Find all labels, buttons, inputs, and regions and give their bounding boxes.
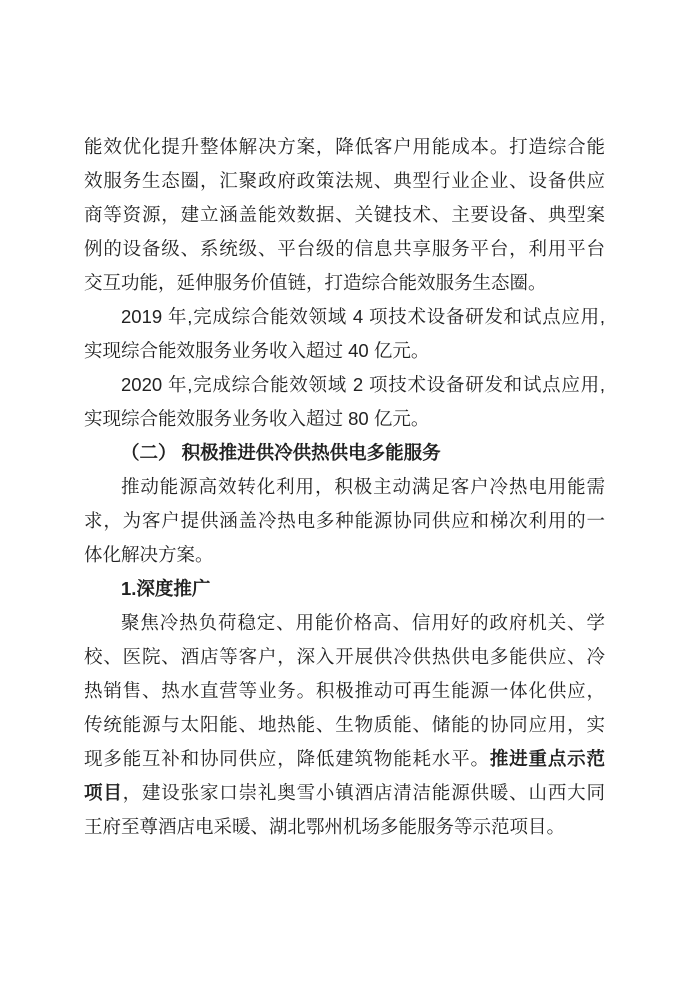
text-line: 体化解决方案。 — [84, 544, 214, 565]
section-heading — [84, 436, 605, 470]
text-run: 现多能互补和协同供应，降低建筑物能耗水平。 — [84, 748, 490, 769]
paragraph — [84, 300, 605, 368]
paragraph — [84, 606, 605, 844]
subsection-heading — [84, 572, 605, 606]
text-line: 2019 年,完成综合能效领域 4 项技术设备研发和试点应用, — [121, 306, 605, 327]
text-line: 实现综合能效服务业务收入超过 80 亿元。 — [84, 408, 430, 429]
text-line: 求，为客户提供涵盖冷热电多种能源协同供应和梯次利用的一 — [84, 510, 605, 531]
subsection-heading-text: 1.深度推广 — [121, 578, 211, 599]
text-line: 例的设备级、系统级、平台级的信息共享服务平台，利用平台 — [84, 238, 605, 259]
bold-text-run: 项目 — [84, 782, 123, 803]
text-run: ，建设张家口崇礼奥雪小镇酒店清洁能源供暖、山西大同 — [122, 782, 605, 803]
paragraph — [84, 368, 605, 436]
text-line: 热销售、热水直营等业务。积极推动可再生能源一体化供应， — [84, 680, 605, 701]
section-heading-text: （二） 积极推进供冷供热供电多能服务 — [121, 442, 441, 463]
text-line: 聚焦冷热负荷稳定、用能价格高、信用好的政府机关、学 — [121, 612, 605, 633]
text-line: 传统能源与太阳能、地热能、生物质能、储能的协同应用，实 — [84, 714, 605, 735]
text-line — [84, 742, 605, 776]
bold-text-run: 推进重点示范 — [489, 748, 605, 769]
text-line: 效服务生态圈，汇聚政府政策法规、典型行业企业、设备供应 — [84, 170, 605, 191]
text-line — [84, 776, 605, 810]
text-line: 推动能源高效转化利用，积极主动满足客户冷热电用能需 — [121, 476, 605, 497]
text-line: 交互功能，延伸服务价值链，打造综合能效服务生态圈。 — [84, 272, 547, 293]
text-line: 实现综合能效服务业务收入超过 40 亿元。 — [84, 340, 430, 361]
paragraph — [84, 130, 605, 300]
text-line: 2020 年,完成综合能效领域 2 项技术设备研发和试点应用, — [121, 374, 605, 395]
paragraph — [84, 470, 605, 572]
text-line: 商等资源，建立涵盖能效数据、关键技术、主要设备、典型案 — [84, 204, 605, 225]
text-line: 能效优化提升整体解决方案，降低客户用能成本。打造综合能 — [84, 136, 605, 157]
text-line: 校、医院、酒店等客户，深入开展供冷供热供电多能供应、冷 — [84, 646, 605, 667]
text-line: 王府至尊酒店电采暖、湖北鄂州机场多能服务等示范项目。 — [84, 816, 566, 837]
document-body-text — [84, 130, 605, 844]
